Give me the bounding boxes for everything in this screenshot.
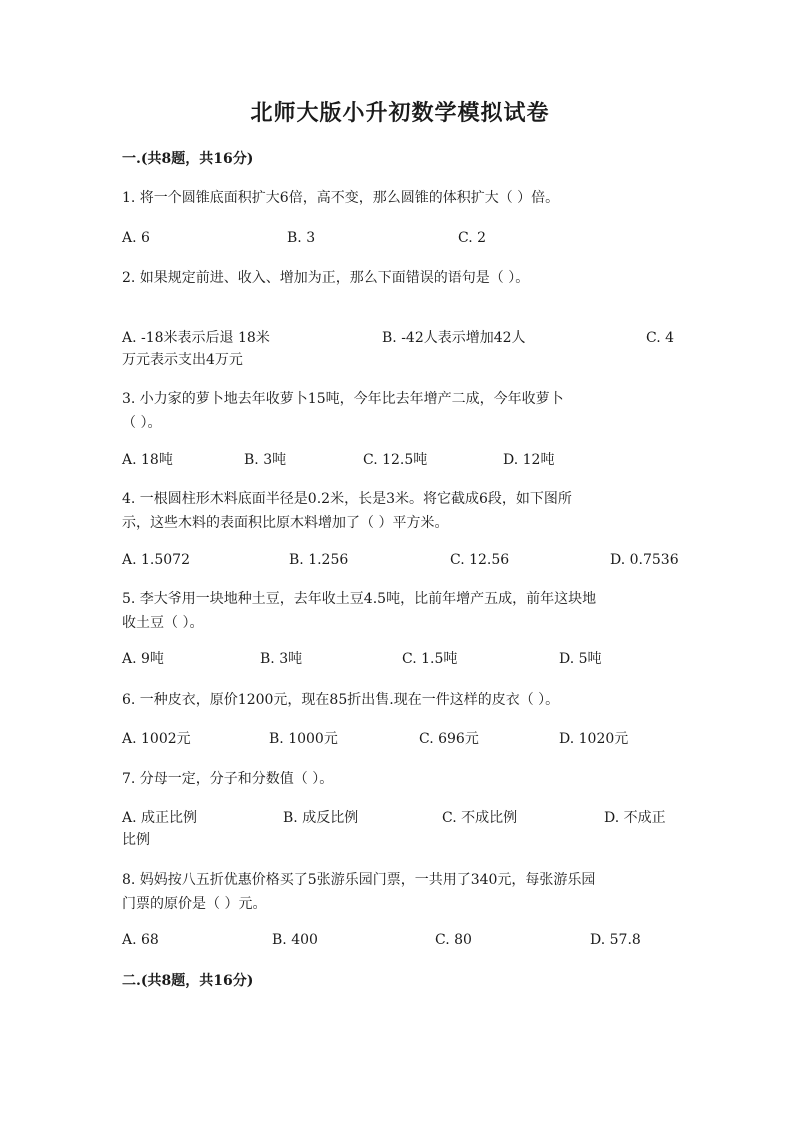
question-3-line1: 3. 小力家的萝卜地去年收萝卜15吨，今年比去年增产二成，今年收萝卜 [122,391,564,407]
option-5d: D. 5吨 [559,651,602,667]
option-2a: A. -18米表示后退 18米 [122,330,270,346]
question-5-line1: 5. 李大爷用一块地种土豆，去年收土豆4.5吨，比前年增产五成，前年这块地 [122,591,597,607]
option-3c: C. 12.5吨 [363,452,428,468]
option-5b: B. 3吨 [260,651,303,667]
option-1b: B. 3 [287,230,316,246]
option-7d-continued: 比例 [122,832,150,848]
option-8c: C. 80 [435,932,472,948]
question-8-line2: 门票的原价是（ ）元。 [122,896,267,912]
options-4 [122,548,678,572]
option-1c: C. 2 [458,230,487,246]
question-1: 1. 将一个圆锥底面积扩大6倍，高不变，那么圆锥的体积扩大（ ）倍。 [122,190,560,206]
option-5a: A. 9吨 [122,651,164,667]
option-6a: A. 1002元 [122,731,191,747]
option-1a: A. 6 [122,230,150,246]
option-8d: D. 57.8 [590,932,641,948]
option-5c: C. 1.5吨 [402,651,458,667]
options-6 [122,727,678,751]
question-4-line2: 示，这些木料的表面积比原木料增加了（ ）平方米。 [122,515,449,531]
question-2: 2. 如果规定前进、收入、增加为正，那么下面错误的语句是（ ）。 [122,270,530,286]
options-2 [122,327,678,371]
options-3 [122,448,678,472]
question-5-line2: 收土豆（ ）。 [122,615,204,631]
option-7c: C. 不成比例 [442,810,518,826]
options-1 [122,226,678,250]
option-4c: C. 12.56 [450,552,510,568]
option-8b: B. 400 [272,932,318,948]
page-title: 北师大版小升初数学模拟试卷 [250,100,550,126]
option-8a: A. 68 [122,932,159,948]
section-heading-2: 二.(共8题，共16分) [122,973,254,989]
option-4a: A. 1.5072 [122,552,190,568]
options-8 [122,928,678,952]
question-3 [122,387,678,435]
option-7b: B. 成反比例 [283,810,359,826]
section-heading-1: 一.(共8题，共16分) [122,151,254,167]
question-3-line2: （ ）。 [122,415,162,431]
option-6b: B. 1000元 [269,731,338,747]
option-7d: D. 不成正 [604,810,666,826]
option-2c-continued: 万元表示支出4万元 [122,352,243,368]
question-4 [122,487,678,535]
option-4b: B. 1.256 [289,552,349,568]
question-5 [122,587,678,635]
option-3d: D. 12吨 [503,452,555,468]
options-5 [122,647,678,671]
options-7 [122,807,678,851]
option-3a: A. 18吨 [122,452,173,468]
option-3b: B. 3吨 [244,452,287,468]
question-8 [122,868,678,916]
question-6: 6. 一种皮衣，原价1200元，现在85折出售.现在一件这样的皮衣（ ）。 [122,692,560,708]
option-4d: D. 0.7536 [610,552,679,568]
question-7: 7. 分母一定，分子和分数值（ ）。 [122,771,334,787]
option-6c: C. 696元 [419,731,479,747]
option-6d: D. 1020元 [559,731,629,747]
option-2c: C. 4 [646,330,675,346]
question-4-line1: 4. 一根圆柱形木料底面半径是0.2米，长是3米。将它截成6段，如下图所 [122,491,572,507]
option-7a: A. 成正比例 [122,810,198,826]
question-8-line1: 8. 妈妈按八五折优惠价格买了5张游乐园门票，一共用了340元，每张游乐园 [122,872,596,888]
option-2b: B. -42人表示增加42人 [382,330,526,346]
